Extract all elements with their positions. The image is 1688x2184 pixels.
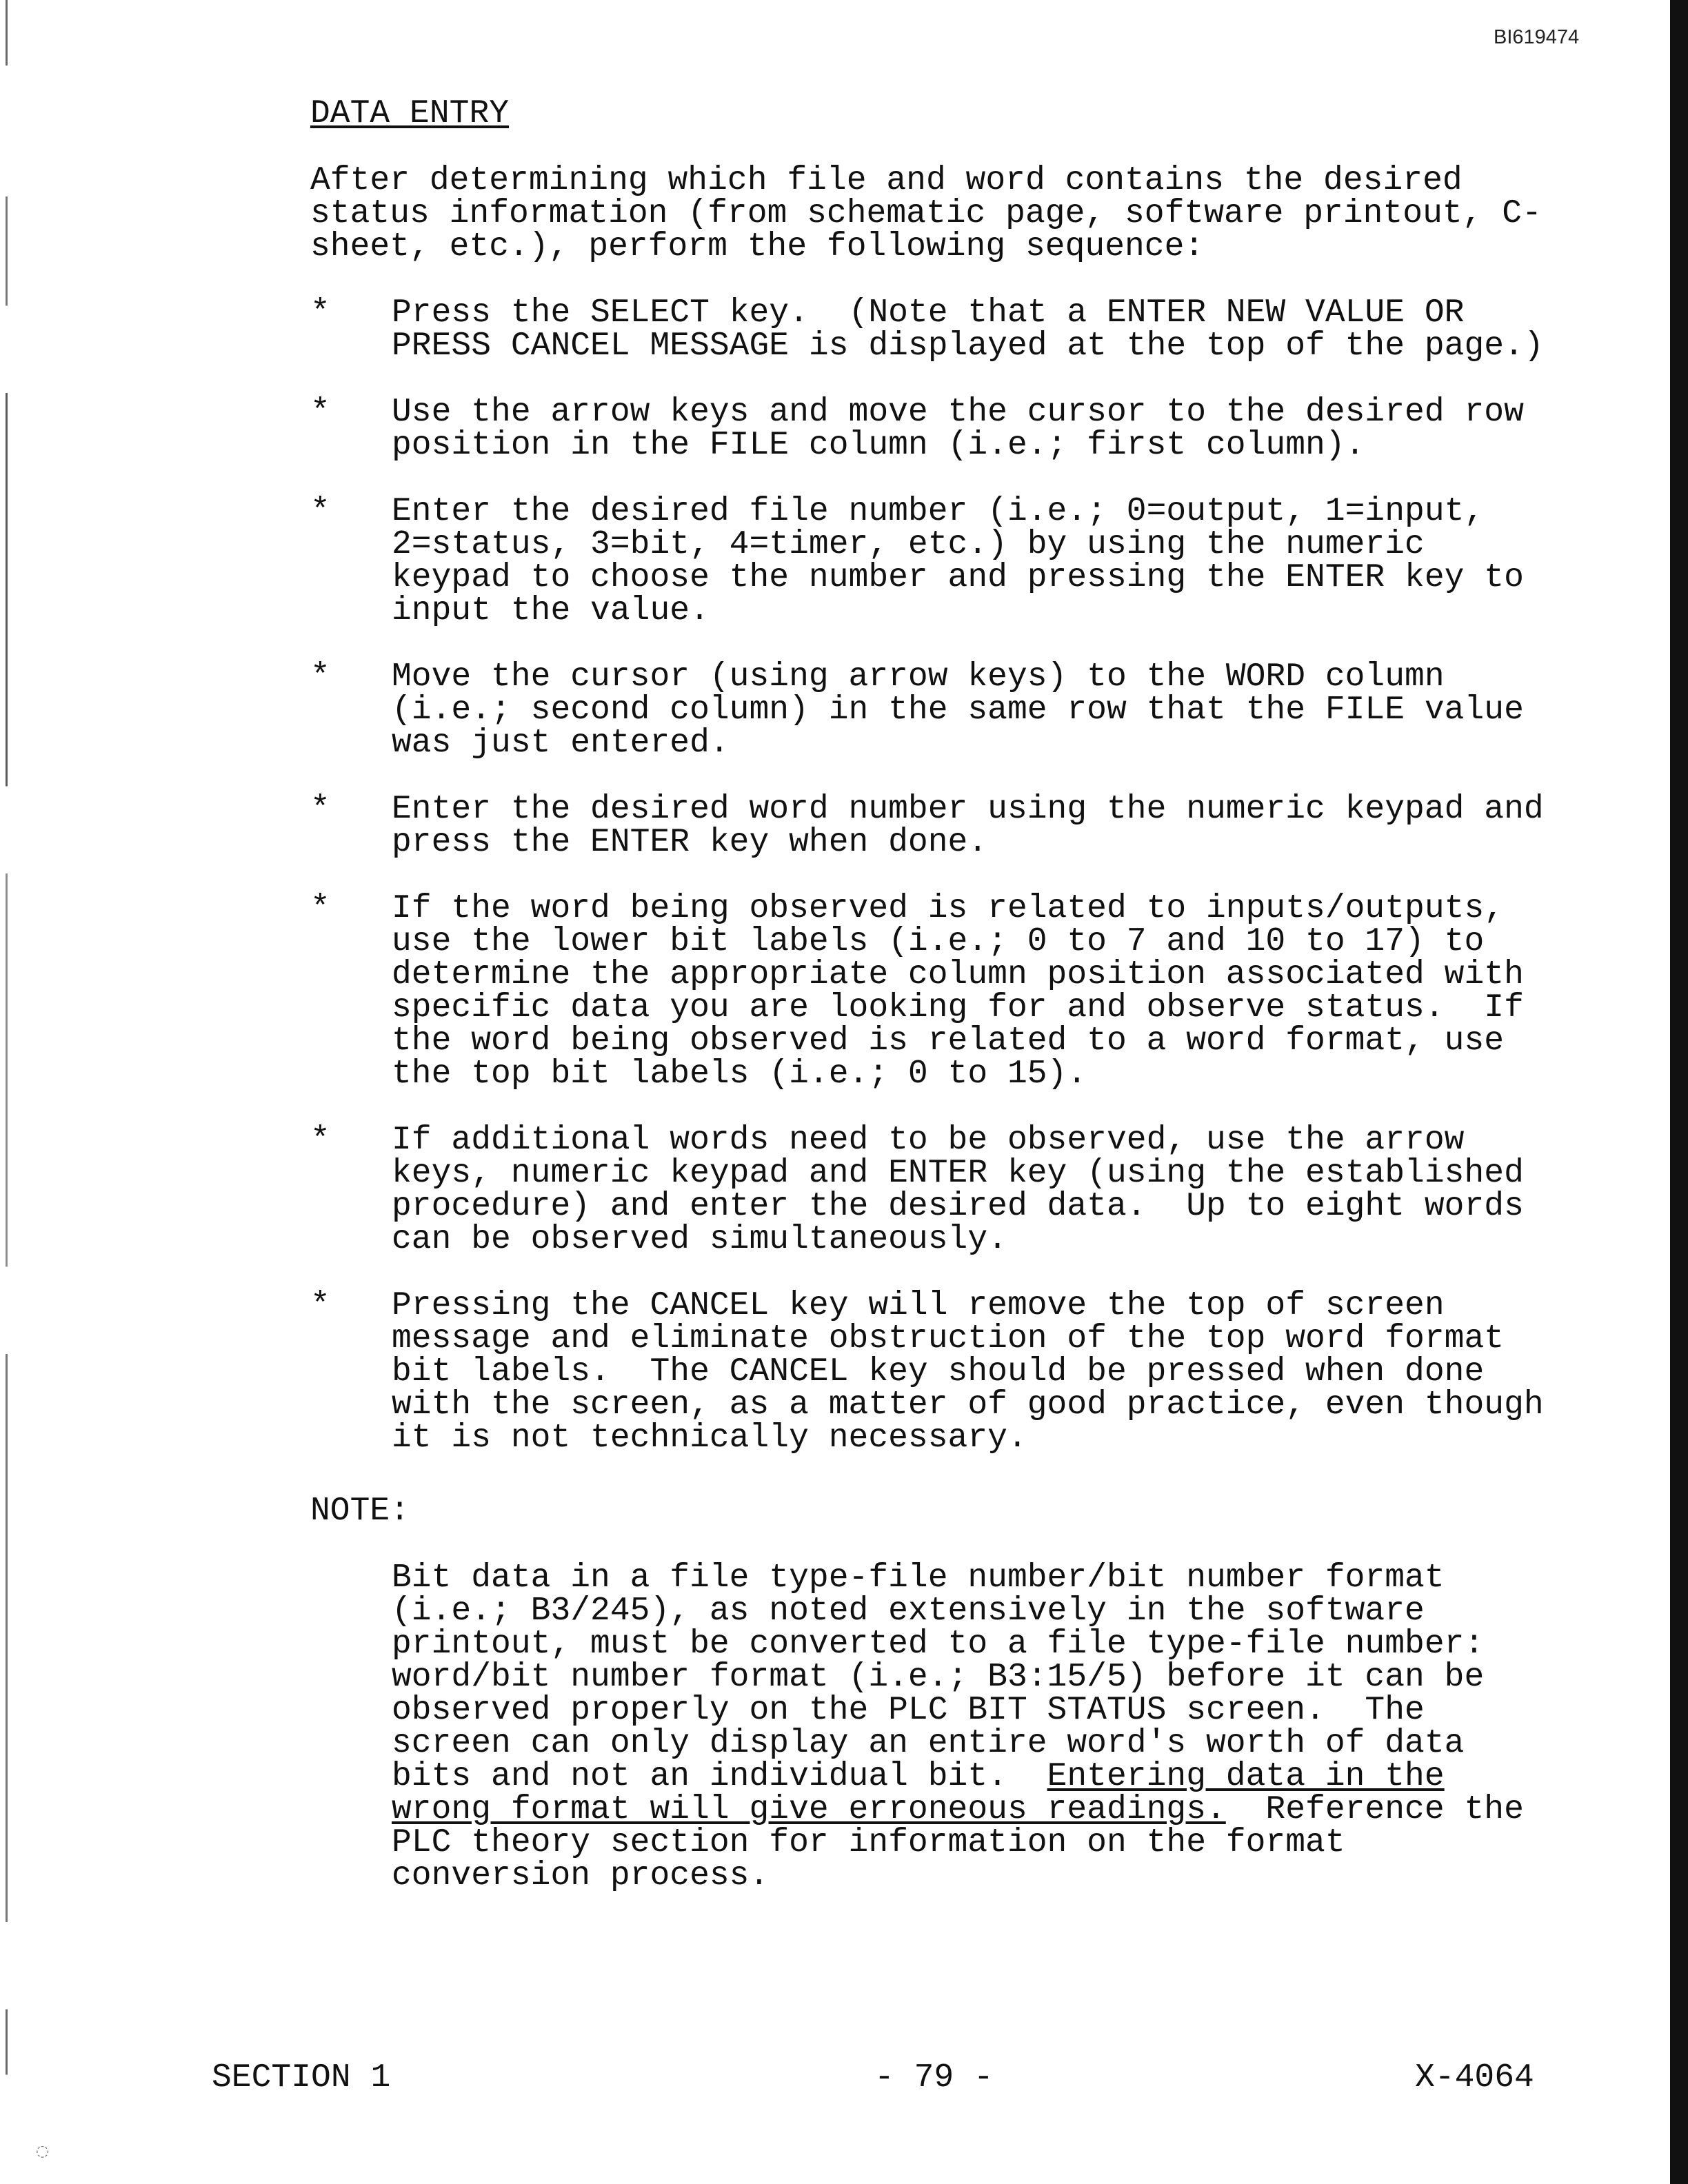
note-line: printout, must be converted to a file type-file number: (392, 1626, 1485, 1663)
step-line: PRESS CANCEL MESSAGE is displayed at the top of the page.) (392, 327, 1544, 365)
note-line: screen can only display an entire word's worth of data (392, 1725, 1465, 1762)
step-line: Use the arrow keys and move the cursor to the desired row (392, 394, 1524, 431)
note-warning-underlined: wrong format will give erroneous readings. (392, 1791, 1226, 1828)
step-line: Enter the desired file number (i.e.; 0=output, 1=input, (392, 493, 1485, 530)
bullet-star: * (310, 890, 330, 927)
bullet-star: * (310, 294, 330, 332)
note-line (392, 1760, 1564, 1793)
step-line: the top bit labels (i.e.; 0 to 15). (392, 1055, 1087, 1093)
note-line: PLC theory section for information on the format (392, 1824, 1345, 1861)
step-line: Move the cursor (using arrow keys) to the WORD column (392, 658, 1445, 696)
step-line: Press the SELECT key. (Note that a ENTER NEW VALUE OR (392, 294, 1465, 332)
intro-paragraph (310, 164, 1579, 263)
note-text: Reference the (1225, 1791, 1524, 1828)
section-heading: DATA ENTRY (310, 95, 510, 132)
note-line: conversion process. (392, 1857, 770, 1894)
step-line: can be observed simultaneously. (392, 1221, 1007, 1258)
note-label: NOTE: (310, 1493, 410, 1530)
footer-doc-number: X-4064 (1415, 2059, 1534, 2096)
step-line: message and eliminate obstruction of the top word format (392, 1320, 1505, 1357)
scan-left-edge (6, 0, 8, 2184)
note-text: bits and not an individual bit. (392, 1758, 1047, 1795)
note-line: Bit data in a file type-file number/bit number format (392, 1559, 1445, 1597)
step-line: input the value. (392, 592, 710, 629)
note-line: (i.e.; B3/245), as noted extensively in the software (392, 1593, 1425, 1630)
footer-page-number: - 79 - (874, 2059, 994, 2096)
note-paragraph (392, 1561, 1564, 1892)
bullet-star: * (310, 1122, 330, 1159)
document-id: BI619474 (1494, 26, 1580, 48)
step-line: determine the appropriate column position associated with (392, 956, 1524, 993)
bullet-star: * (310, 658, 330, 696)
procedure-step (310, 1124, 1607, 1256)
procedure-list (310, 296, 1607, 1488)
step-line: position in the FILE column (i.e.; first column). (392, 427, 1365, 464)
note-warning-underlined: Entering data in the (1047, 1758, 1445, 1795)
step-line: If the word being observed is related to inputs/outputs, (392, 890, 1505, 927)
procedure-step (310, 296, 1607, 363)
note-line: word/bit number format (i.e.; B3:15/5) before it can be (392, 1659, 1485, 1696)
step-line: use the lower bit labels (i.e.; 0 to 7 and 10 to 17) to (392, 923, 1485, 960)
scan-corner-mark-icon: ◌ (36, 2143, 50, 2160)
scan-right-border (1670, 0, 1688, 2184)
intro-line: After determining which file and word contains the desired (310, 162, 1463, 199)
step-line: Pressing the CANCEL key will remove the top of screen (392, 1287, 1445, 1324)
note-line (392, 1793, 1564, 1826)
step-line: the word being observed is related to a word format, use (392, 1022, 1505, 1060)
step-line: keypad to choose the number and pressing the ENTER key to (392, 559, 1524, 596)
procedure-step (310, 892, 1607, 1091)
procedure-step (310, 793, 1607, 859)
note-line: observed properly on the PLC BIT STATUS screen. The (392, 1692, 1425, 1729)
step-line: (i.e.; second column) in the same row that the FILE value (392, 691, 1524, 729)
step-line: specific data you are looking for and observe status. If (392, 989, 1524, 1027)
procedure-step (310, 1289, 1607, 1455)
procedure-step (310, 396, 1607, 462)
procedure-step (310, 495, 1607, 627)
step-line: with the screen, as a matter of good practice, even though (392, 1386, 1544, 1424)
procedure-step (310, 660, 1607, 760)
bullet-star: * (310, 791, 330, 828)
step-line: 2=status, 3=bit, 4=timer, etc.) by using the numeric (392, 526, 1425, 563)
intro-line: sheet, etc.), perform the following sequence: (310, 228, 1205, 265)
step-line: Enter the desired word number using the numeric keypad and (392, 791, 1544, 828)
step-line: press the ENTER key when done. (392, 824, 988, 861)
bullet-star: * (310, 493, 330, 530)
step-line: bit labels. The CANCEL key should be pressed when done (392, 1353, 1485, 1391)
step-line: it is not technically necessary. (392, 1419, 1027, 1457)
footer-section: SECTION 1 (212, 2059, 391, 2096)
bullet-star: * (310, 1287, 330, 1324)
step-line: procedure) and enter the desired data. Up to eight words (392, 1188, 1524, 1225)
step-line: was just entered. (392, 725, 730, 762)
step-line: If additional words need to be observed, use the arrow (392, 1122, 1465, 1159)
bullet-star: * (310, 394, 330, 431)
step-line: keys, numeric keypad and ENTER key (using the established (392, 1155, 1524, 1192)
intro-line: status information (from schematic page, software printout, C- (310, 195, 1542, 232)
